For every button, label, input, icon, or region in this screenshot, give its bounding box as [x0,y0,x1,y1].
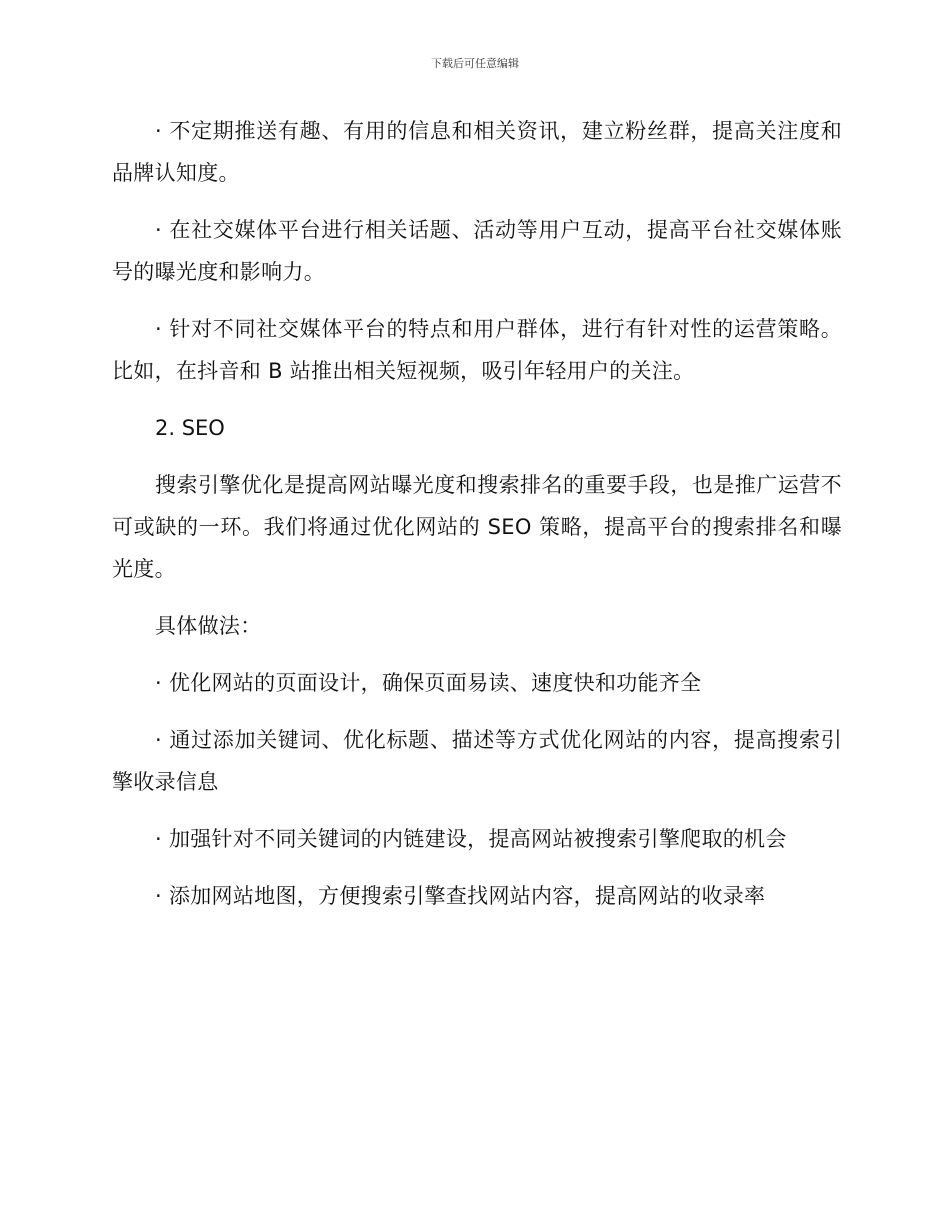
bullet-seo-4: · 添加网站地图，方便搜索引擎查找网站内容，提高网站的收录率 [155,884,766,908]
section-heading-seo: 2. SEO [155,416,225,440]
document-body [112,110,842,932]
seo-intro-paragraph: 搜索引擎优化是提高网站曝光度和搜索排名的重要手段，也是推广运营不可或缺的一环。我们将通过优化网站的 SEO 策略，提高平台的搜索排名和曝光度。 [112,473,842,581]
methods-label: 具体做法： [155,614,262,638]
bullet-social-3: · 针对不同社交媒体平台的特点和用户群体，进行有针对性的运营策略。比如，在抖音和 B 站推出相关短视频，吸引年轻用户的关注。 [112,317,842,383]
bullet-seo-3: · 加强针对不同关键词的内链建设，提高网站被搜索引擎爬取的机会 [155,827,787,851]
bullet-seo-1: · 优化网站的页面设计，确保页面易读、速度快和功能齐全 [155,671,702,695]
bullet-social-1: · 不定期推送有趣、有用的信息和相关资讯，建立粉丝群，提高关注度和品牌认知度。 [112,119,842,185]
bullet-seo-2: · 通过添加关键词、优化标题、描述等方式优化网站的内容，提高搜索引擎收录信息 [112,728,842,794]
header-note: 下载后可任意编辑 [431,57,519,70]
bullet-social-2: · 在社交媒体平台进行相关话题、活动等用户互动，提高平台社交媒体账号的曝光度和影响力。 [112,218,842,284]
